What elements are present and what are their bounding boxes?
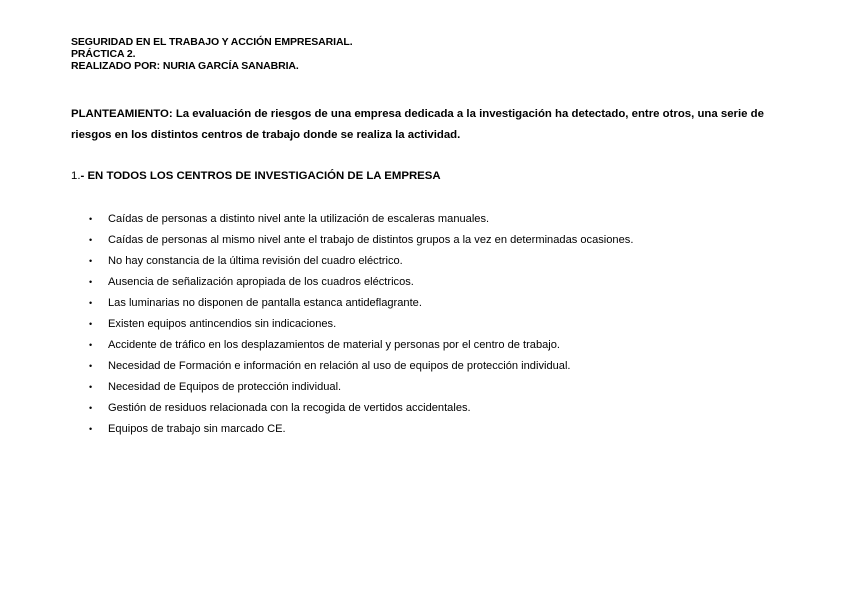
list-item [86,251,633,272]
header-author: REALIZADO POR: NURIA GARCÍA SANABRIA. [71,60,299,72]
list-item [86,314,633,335]
section-title-text: - EN TODOS LOS CENTROS DE INVESTIGACIÓN DE LA EMPRESA [80,170,441,182]
list-item-text: No hay constancia de la última revisión del cuadro eléctrico. [108,255,403,267]
bullet-icon: • [89,319,93,329]
list-item [86,398,633,419]
bullet-icon: • [89,214,93,224]
list-item [86,335,633,356]
list-item [86,419,633,440]
list-item [86,209,633,230]
section-heading [71,170,441,182]
list-item-text: Equipos de trabajo sin marcado CE. [108,423,286,435]
bullet-icon: • [89,424,93,434]
list-item-text: Caídas de personas al mismo nivel ante el trabajo de distintos grupos a la vez en determinadas ocasiones. [108,234,634,246]
risk-list [86,209,633,440]
list-item-text: Las luminarias no disponen de pantalla estanca antideflagrante. [108,297,422,309]
bullet-icon: • [89,340,93,350]
list-item-text: Accidente de tráfico en los desplazamientos de material y personas por el centro de trabajo. [108,339,561,351]
intro-paragraph: PLANTEAMIENTO: La evaluación de riesgos de una empresa dedicada a la investigación ha detectado, entre otros, una serie de riesgos en los distintos centros de trabajo donde se realiza la actividad. [71,108,764,141]
list-item [86,272,633,293]
list-item-text: Caídas de personas a distinto nivel ante la utilización de escaleras manuales. [108,213,490,225]
bullet-icon: • [89,277,93,287]
bullet-icon: • [89,256,93,266]
document-header [71,36,353,72]
bullet-icon: • [89,382,93,392]
list-item-text: Ausencia de señalización apropiada de los cuadros eléctricos. [108,276,414,288]
bullet-icon: • [89,298,93,308]
list-item [86,356,633,377]
list-item [86,230,633,251]
bullet-icon: • [89,361,93,371]
section-number: 1. [71,170,81,182]
list-item [86,293,633,314]
list-item [86,377,633,398]
list-item-text: Gestión de residuos relacionada con la recogida de vertidos accidentales. [108,402,471,414]
list-item-text: Existen equipos antincendios sin indicaciones. [108,318,337,330]
header-practice-number: PRÁCTICA 2. [71,48,136,60]
list-item-text: Necesidad de Equipos de protección individual. [108,381,342,393]
header-course-title: SEGURIDAD EN EL TRABAJO Y ACCIÓN EMPRESARIAL. [71,36,353,48]
bullet-icon: • [89,403,93,413]
bullet-icon: • [89,235,93,245]
list-item-text: Necesidad de Formación e información en relación al uso de equipos de protección individual. [108,360,571,372]
